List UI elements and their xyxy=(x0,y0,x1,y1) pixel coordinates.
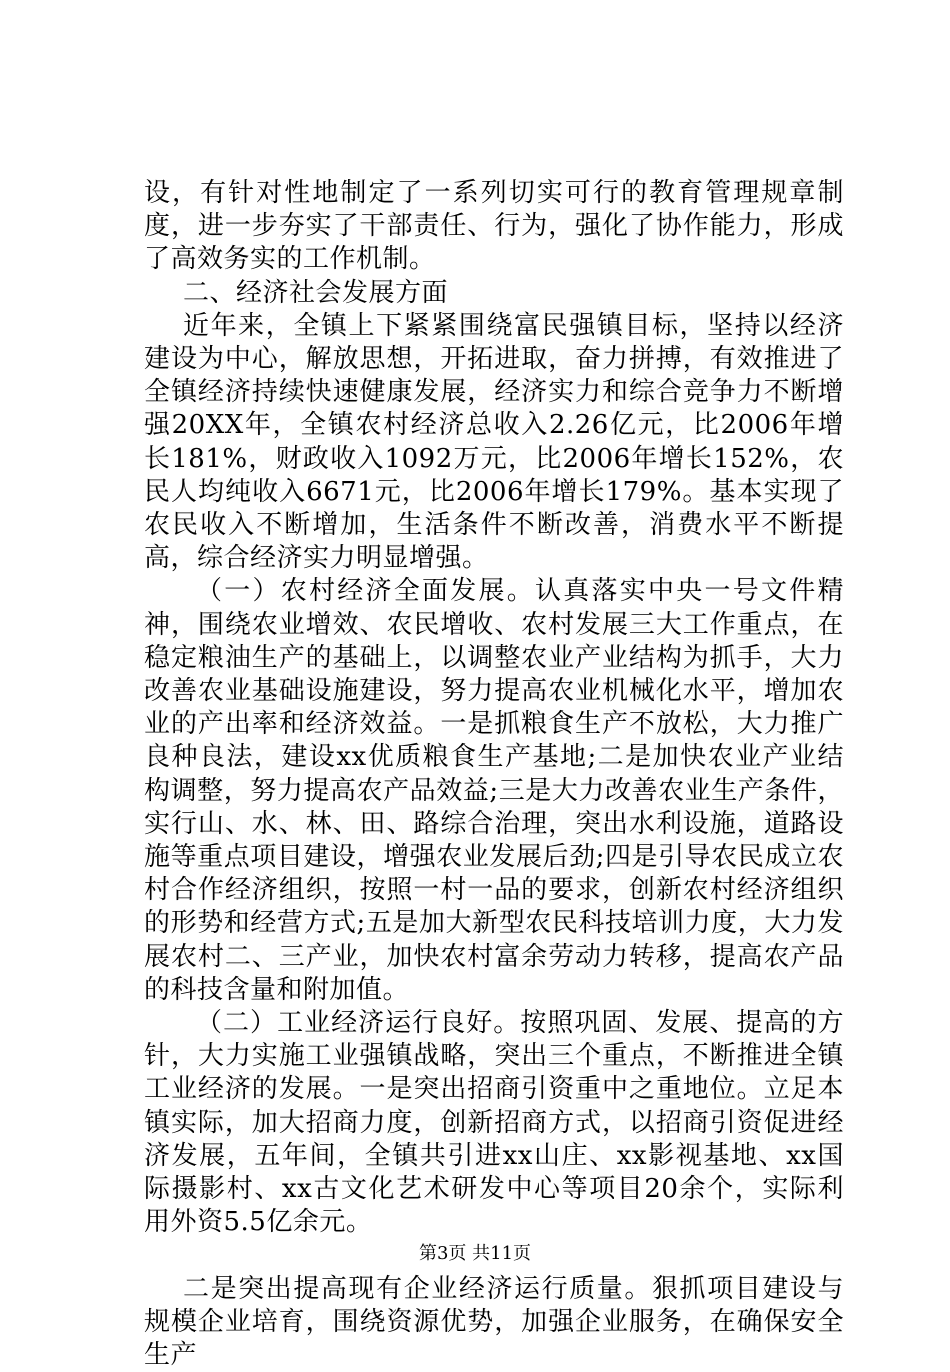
paragraph-economy-overview: 近年来，全镇上下紧紧围绕富民强镇目标，坚持以经济建设为中心，解放思想，开拓进取，奋力拼搏，有效推进了全镇经济持续快速健康发展，经济实力和综合竞争力不断增强20XX年，全镇农村经济总收入2.26亿元，比2006年增长181%，财政收入1092万元，比2006年增长152%，农民人均纯收入6671元，比2006年增长179%。基本实现了农民收入不断增加，生活条件不断改善，消费水平不断提高，综合经济实力明显增强。 xyxy=(144,310,844,576)
paragraph-rural-economy: （一）农村经济全面发展。认真落实中央一号文件精神，围绕农业增效、农民增收、农村发展三大工作重点，在稳定粮油生产的基础上，以调整农业产业结构为抓手，大力改善农业基础设施建设，努力提高农业机械化水平，增加农业的产出率和经济效益。一是抓粮食生产不放松，大力推广良种良法，建设xx优质粮食生产基地;二是加快农业产业结构调整，努力提高农产品效益;三是大力改善农业生产条件，实行山、水、林、田、路综合治理，突出水利设施，道路设施等重点项目建设，增强农业发展后劲;四是引导农民成立农村合作经济组织，按照一村一品的要求，创新农村经济组织的形势和经营方式;五是加大新型农民科技培训力度，大力发展农村二、三产业，加快农村富余劳动力转移，提高农产品的科技含量和附加值。 xyxy=(144,575,844,1007)
section-heading-economy: 二、经济社会发展方面 xyxy=(144,277,844,310)
paragraph-industrial-economy: （二）工业经济运行良好。按照巩固、发展、提高的方针，大力实施工业强镇战略，突出三个重点，不断推进全镇工业经济的发展。一是突出招商引资重中之重地位。立足本镇实际，加大招商力度，创新招商方式，以招商引资促进经济发展，五年间，全镇共引进xx山庄、xx影视基地、xx国际摄影村、xx古文化艺术研发中心等项目20余个，实际利用外资5.5亿余元。 xyxy=(144,1007,844,1239)
paragraph-enterprise-quality: 二是突出提高现有企业经济运行质量。狠抓项目建设与规模企业培育，围绕资源优势，加强企业服务，在确保安全生产 xyxy=(144,1273,844,1372)
page-footer xyxy=(0,1243,950,1265)
page-number: 第3页 共11页 xyxy=(419,1243,531,1264)
document-body xyxy=(144,177,844,1372)
paragraph-continuation: 设，有针对性地制定了一系列切实可行的教育管理规章制度，进一步夯实了干部责任、行为，强化了协作能力，形成了高效务实的工作机制。 xyxy=(144,177,844,277)
